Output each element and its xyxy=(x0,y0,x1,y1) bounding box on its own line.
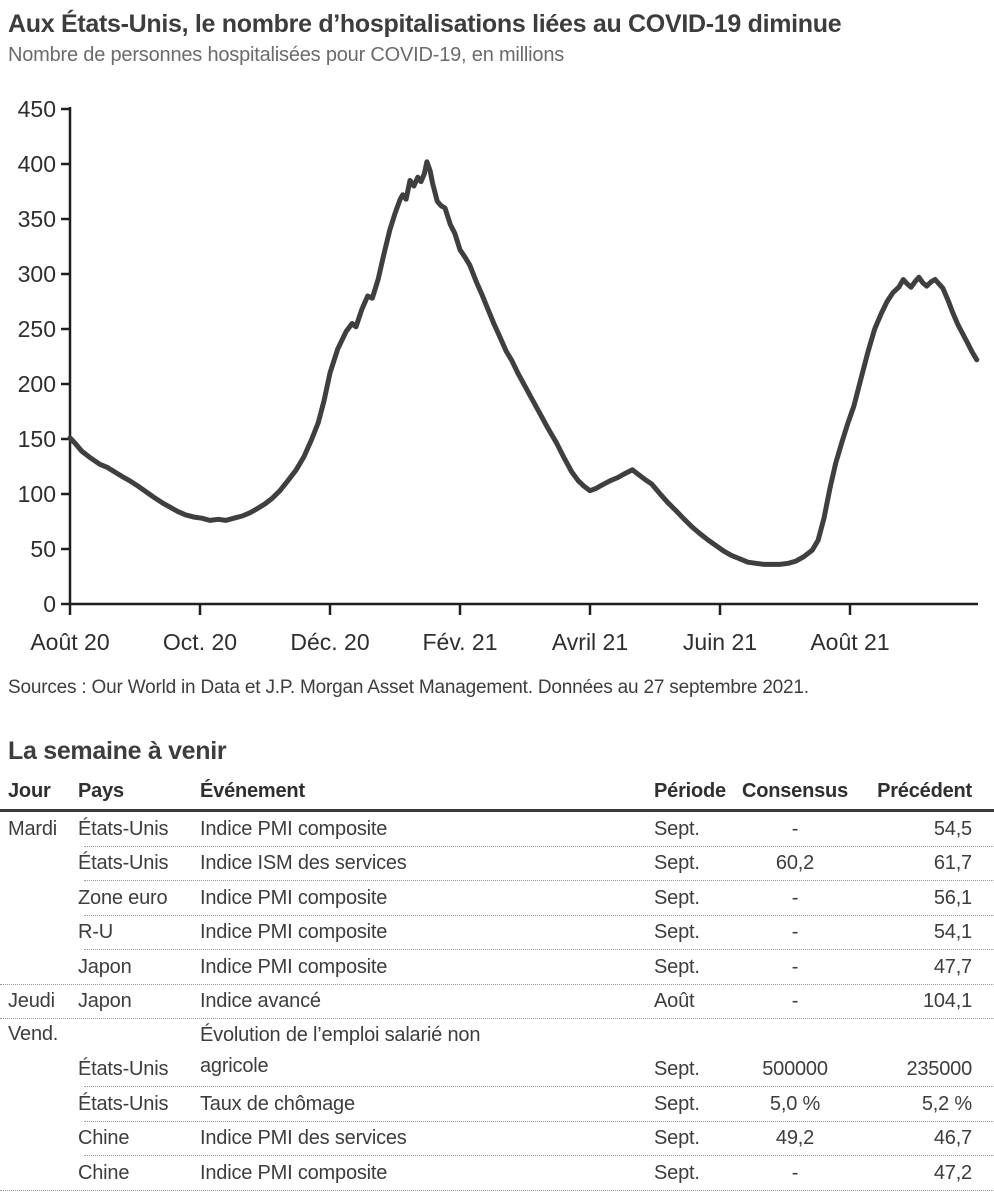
cell-pays: R-U xyxy=(78,921,113,943)
table-row xyxy=(0,1156,994,1190)
cell-periode: Sept. xyxy=(654,955,700,978)
cell-precedent: 56,1 xyxy=(933,886,972,909)
cell-periode: Sept. xyxy=(654,817,700,840)
cell-pays: Zone euro xyxy=(78,886,168,909)
cell-evenement: Évolution de l’emploi salarié non agricole xyxy=(200,1024,481,1077)
cell-evenement: Indice PMI des services xyxy=(200,1127,407,1149)
cell-precedent: 54,1 xyxy=(933,921,972,943)
x-axis-tick-label: Juin 21 xyxy=(682,629,758,655)
column-header-evenement: Événement xyxy=(200,780,305,802)
chart-axes xyxy=(70,107,978,604)
cell-pays: États-Unis xyxy=(78,1058,169,1080)
cell-precedent: 5,2 % xyxy=(921,1092,972,1115)
column-header-periode: Période xyxy=(654,780,726,802)
y-axis-tick-label: 200 xyxy=(17,371,56,397)
cell-precedent: 47,7 xyxy=(933,955,972,978)
cell-periode: Sept. xyxy=(654,1161,700,1184)
cell-evenement: Indice avancé xyxy=(200,990,321,1012)
row-divider xyxy=(0,1190,994,1191)
table-header xyxy=(0,780,994,812)
cell-consensus: 500000 xyxy=(762,1058,828,1080)
cell-evenement: Indice PMI composite xyxy=(200,817,388,840)
y-axis-tick-label: 450 xyxy=(17,96,56,122)
column-header-precedent: Précédent xyxy=(877,780,972,802)
cell-consensus: - xyxy=(791,921,799,943)
cell-periode: Août xyxy=(654,990,695,1012)
y-axis-tick-label: 300 xyxy=(17,261,56,287)
y-axis-tick-label: 50 xyxy=(30,536,56,562)
cell-evenement: Indice PMI composite xyxy=(200,1161,388,1184)
cell-consensus: - xyxy=(791,955,799,978)
page-title: Aux États-Unis, le nombre d’hospitalisations liées au COVID-19 diminue xyxy=(8,10,842,38)
cell-evenement: Indice PMI composite xyxy=(200,921,388,943)
section-title-week-ahead: La semaine à venir xyxy=(8,737,227,765)
cell-consensus: 49,2 xyxy=(775,1127,815,1149)
cell-pays: Chine xyxy=(78,1161,130,1184)
cell-periode: Sept. xyxy=(654,921,700,943)
y-axis-tick-label: 350 xyxy=(17,206,56,232)
x-axis-tick-label: Août 20 xyxy=(30,629,110,655)
cell-precedent: 47,2 xyxy=(933,1161,972,1184)
x-axis-tick-label: Déc. 20 xyxy=(290,629,370,655)
column-header-consensus: Consensus xyxy=(741,780,848,802)
week-ahead-table xyxy=(0,812,994,1191)
cell-pays: États-Unis xyxy=(78,817,169,840)
cell-evenement: Indice ISM des services xyxy=(200,852,407,874)
x-axis-tick-label: Avril 21 xyxy=(551,629,629,655)
cell-jour: Vend. xyxy=(8,1023,59,1045)
cell-precedent: 104,1 xyxy=(922,990,972,1012)
y-axis-tick-label: 150 xyxy=(17,426,56,452)
chart-subtitle: Nombre de personnes hospitalisées pour COVID-19, en millions xyxy=(8,44,565,66)
cell-pays: États-Unis xyxy=(78,1092,169,1115)
cell-pays: Japon xyxy=(78,955,132,978)
cell-jour: Jeudi xyxy=(8,990,55,1012)
cell-evenement: Indice PMI composite xyxy=(200,886,388,909)
cell-precedent: 61,7 xyxy=(933,852,972,874)
cell-evenement: Taux de chômage xyxy=(200,1092,355,1115)
covid-hospitalizations-line-chart xyxy=(0,81,994,663)
table-row xyxy=(0,812,994,846)
table-row xyxy=(0,847,994,881)
cell-jour: Mardi xyxy=(8,817,58,840)
cell-periode: Sept. xyxy=(654,886,700,909)
y-axis-tick-label: 250 xyxy=(17,316,56,342)
cell-precedent: 235000 xyxy=(906,1058,972,1080)
table-row xyxy=(0,985,994,1019)
report-page xyxy=(0,9,994,1200)
cell-evenement: Indice PMI composite xyxy=(200,955,388,978)
cell-periode: Sept. xyxy=(654,852,700,874)
column-header-jour: Jour xyxy=(8,780,51,802)
cell-consensus: 5,0 % xyxy=(769,1092,821,1115)
x-axis-tick-label: Oct. 20 xyxy=(162,629,238,655)
cell-consensus: - xyxy=(791,886,799,909)
y-axis-tick-label: 100 xyxy=(17,481,56,507)
cell-pays: États-Unis xyxy=(78,852,169,874)
cell-consensus: 60,2 xyxy=(775,852,815,874)
x-axis-tick-label: Août 21 xyxy=(810,629,890,655)
table-row xyxy=(0,1087,994,1121)
table-row xyxy=(0,950,994,984)
table-row xyxy=(0,1019,994,1086)
covid-hospitalizations-line xyxy=(70,162,977,565)
cell-consensus: - xyxy=(791,1161,799,1184)
cell-pays: Japon xyxy=(78,990,132,1012)
column-header-pays: Pays xyxy=(78,780,124,802)
cell-periode: Sept. xyxy=(654,1058,700,1080)
cell-periode: Sept. xyxy=(654,1092,700,1115)
y-axis-tick-label: 0 xyxy=(43,591,56,617)
x-axis-tick-label: Fév. 21 xyxy=(422,629,498,655)
cell-precedent: 46,7 xyxy=(933,1127,972,1149)
y-axis-tick-label: 400 xyxy=(17,151,56,177)
cell-precedent: 54,5 xyxy=(933,817,972,840)
table-row xyxy=(0,916,994,950)
table-row xyxy=(0,881,994,915)
table-row xyxy=(0,1122,994,1156)
cell-consensus: - xyxy=(791,817,799,840)
cell-pays: Chine xyxy=(78,1127,130,1149)
source-note: Sources : Our World in Data et J.P. Morgan Asset Management. Données au 27 septembre 2021. xyxy=(8,677,809,698)
cell-periode: Sept. xyxy=(654,1127,700,1149)
cell-consensus: - xyxy=(791,990,799,1012)
